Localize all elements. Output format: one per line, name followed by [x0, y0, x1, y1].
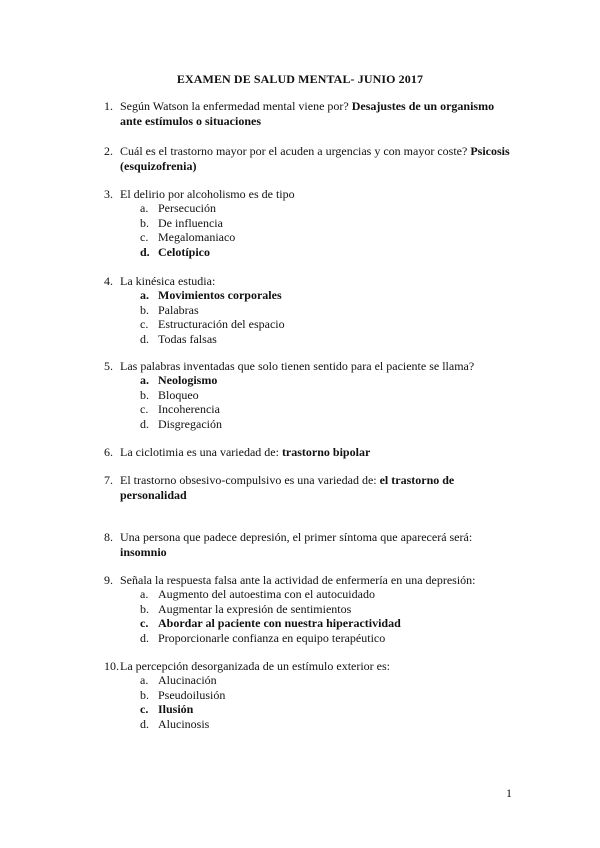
answer: insomnio	[120, 545, 167, 559]
option-4c: c. Estructuración del espacio	[140, 317, 285, 331]
option-9a: a. Augmento del autoestima con el autocuidado	[140, 587, 375, 601]
option-9d: d. Proporcionarle confianza en equipo terapéutico	[140, 630, 386, 645]
option-10d: d. Alucinosis	[140, 716, 210, 731]
option-4d: d. Todas falsas	[140, 331, 217, 346]
question-number: 10.	[104, 659, 119, 673]
option-4a-correct: a. Movimientos corporales	[140, 288, 282, 302]
option-10a: a. Alucinación	[140, 673, 217, 687]
answer: Desajustes de un organismo ante estímulos o situaciones	[120, 99, 495, 128]
page-title: EXAMEN DE SALUD MENTAL- JUNIO 2017	[176, 72, 424, 86]
answer: trastorno bipolar	[281, 445, 371, 459]
option-3b: b. De influencia	[140, 215, 223, 230]
question-number: 6.	[104, 445, 113, 459]
question-text: Según Watson la enfermedad mental viene por? Desajustes de un organismo ante estímulos o situaciones	[120, 99, 495, 128]
question-text: La percepción desorganizada de un estímulo exterior es:	[120, 659, 391, 673]
question-text: La ciclotimia es una variedad de: trastorno bipolar	[120, 445, 371, 459]
option-10b: b. Pseudoilusión	[140, 687, 226, 702]
option-5c: c. Incoherencia	[140, 402, 220, 416]
question-text: Señala la respuesta falsa ante la actividad de enfermería en una depresión:	[120, 573, 476, 587]
question-text: La kinésica estudia:	[120, 274, 216, 288]
option-9c-correct: c. Abordar al paciente con nuestra hiperactividad	[140, 616, 401, 630]
option-5d: d. Disgregación	[140, 416, 222, 431]
question-number: 5.	[104, 359, 113, 373]
question-number: 8.	[104, 530, 113, 544]
question-number: 1.	[104, 99, 113, 113]
question-text: El delirio por alcoholismo es de tipo	[120, 187, 295, 201]
question-text: Las palabras inventadas que solo tienen sentido para el paciente se llama?	[120, 359, 475, 373]
option-3c: c. Megalomaniaco	[140, 230, 236, 244]
option-4b: b. Palabras	[140, 302, 199, 317]
option-3d-correct: d. Celotípico	[140, 244, 210, 259]
question-number: 9.	[104, 573, 113, 587]
option-9b: b. Augmentar la expresión de sentimientos	[140, 601, 352, 616]
page-number: 1	[506, 786, 512, 800]
question-number: 7.	[104, 473, 113, 487]
option-5b: b. Bloqueo	[140, 387, 199, 402]
answer: Psicosis (esquizofrenia)	[120, 144, 510, 173]
question-text: Una persona que padece depresión, el primer síntoma que aparecerá será: insomnio	[120, 530, 473, 559]
question-number: 3.	[104, 187, 113, 201]
question-text: Cuál es el trastorno mayor por el acuden a urgencias y con mayor coste? Psicosis (esquizofrenia)	[120, 144, 510, 173]
question-text: El trastorno obsesivo-compulsivo es una variedad de: el trastorno de personalidad	[120, 473, 455, 502]
option-10c-correct: c. Ilusión	[140, 702, 194, 716]
question-number: 4.	[104, 274, 113, 288]
question-number: 2.	[104, 144, 113, 158]
option-3a: a. Persecución	[140, 201, 216, 215]
answer: el trastorno de personalidad	[120, 473, 455, 502]
option-5a-correct: a. Neologismo	[140, 373, 218, 387]
